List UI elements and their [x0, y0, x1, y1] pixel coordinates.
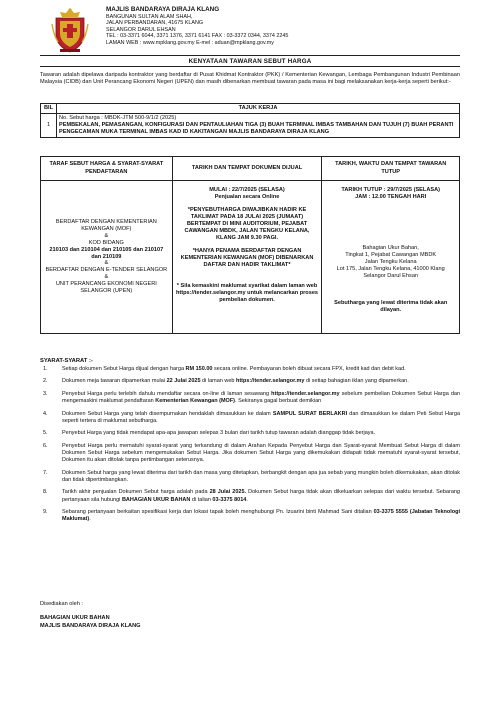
reg-and: & [104, 260, 109, 267]
condition-number: 1. [43, 366, 48, 372]
condition-number: 8. [43, 489, 48, 496]
condition-text-part: Dokumen Sebut harga tidak akan dikeluarkan selepas dari waktu tersebut. Sebarang pertanyaan sila hubungi [62, 489, 460, 503]
signing-department: BAHAGIAN UKUR BAHAN [40, 615, 110, 622]
tel-fax: TEL : 03-3371 6044, 3371 1376, 3371 6141 FAX : 03-3372 0344, 3374 2245 [106, 33, 289, 40]
condition-number: 3. [43, 390, 48, 397]
condition-number: 6. [43, 442, 48, 449]
reg-mof: BERDAFTAR DENGAN KEMENTERIAN KEWANGAN (MOF) [55, 218, 157, 232]
briefing-note: *PENYEBUTHARGA DIWAJIBKAN HADIR KE TAKLIMAT PADA 18 JULAI 2025 (JUMAAT) BERTEMPAT DI MINI AUDITORIUM, PEJABAT CAWANGAN MBDK, JALAN TENGKU KELANA, KLANG JAM 9.30 PAGI. [184, 206, 310, 241]
col-bil: BIL [41, 104, 57, 114]
condition-text-part: Penyebut Harga perlu mematuhi syarat-syarat yang terkandung di dalam Arahan Kepada Penyebut Harga dan Syarat-syarat Membuat Sebut Harga di dalam Dokumen Sebut Harga sebelum mengemukakan Sebut Harga. Jika dokumen Sebut Harga yang dikemukakan didapati tidak mematuhi syarat-syarat tersebut, Dokumen itu akan ditolak tanpa pertimbangan seterusnya. [62, 442, 460, 464]
work-table [40, 103, 460, 138]
reg-and: & [104, 274, 109, 281]
reg-kod-label: KOD BIDANG [88, 239, 124, 246]
header-tawaran-tutup: TARIKH, WAKTU DAN TEMPAT TAWARAN TUTUP [322, 157, 460, 181]
condition-text-part: Sebarang pertanyaan berkaitan spesifikasi kerja dan lokasi tapak boleh menghubungi Pn. Izuarini binti Mahmad Sani ditalian [62, 509, 374, 515]
condition-item [40, 443, 460, 465]
condition-item [40, 411, 460, 426]
condition-text-part: . [89, 516, 91, 523]
condition-text-part: di setiap bahagian iklan yang dipamerkan. [304, 378, 409, 385]
condition-text-part: https://tender.selangor.my [235, 378, 305, 385]
condition-text-part: 03-3375 5555 (Jabatan Teknologi Maklumat) [62, 509, 461, 523]
registration-cell [41, 181, 173, 334]
condition-text-part: Kementerian Kewangan (MOF) [155, 398, 236, 405]
condition-item [40, 391, 460, 406]
condition-text-part: di talian [190, 496, 213, 503]
condition-text-part: Dokumen Sebut Harga yang telah disempurnakan hendaklah dimasukkan ke dalam [62, 410, 273, 417]
condition-text-part: Penyebut Harga yang tidak mendapat apa-apa jawapan selepas 3 bulan dari tarikh tutup tawaran adalah dianggap tidak berjaya. [62, 430, 376, 437]
condition-text [62, 378, 460, 385]
mof-only-note: *HANYA PENAMA BERDAFTAR DENGAN KEMENTERIAN KEWANGAN (MOF) DIBENARKAN DAFTAR DAN HADIR TAKLIMAT* [180, 247, 314, 268]
reg-kod-values: 210103 dan 210104 dan 210105 dan 210107 dan 210109 [49, 246, 164, 260]
header-taraf: TARAF SEBUT HARGA & SYARAT-SYARAT PENDAFTARAN [41, 157, 173, 181]
letterhead [50, 4, 460, 60]
condition-text-part: sebelum pembelian Dokumen Sebut Harga dan mengemaskini maklumat pendaftaran [62, 390, 460, 405]
condition-text-part: secara online. Pembayaran boleh dibuat secara FPX, kredit kad dan debit kad. [212, 366, 406, 372]
notice-title: KENYATAAN TAWARAN SEBUT HARGA [188, 58, 312, 65]
condition-text-part: Tarikh akhir penjualan Dokumen Sebut harga adalah pada [62, 489, 210, 496]
work-title: PEMBEKALAN, PEMASANGAN, KONFIGURASI DAN PENTAULIAHAN TIGA (3) BUAH TERMINAL IMBAS TAMBAHAN DAN TUJUH (7) BUAH PERANTI PENGECAMAN MUKA TERMINAL IMBAS KAD ID KAKITANGAN MAJLIS BANDARAYA DIRAJA KLANG [59, 121, 454, 135]
col-tajuk-kerja: TAJUK KERJA [57, 104, 460, 114]
council-crest-logo [50, 6, 90, 54]
condition-text-part: 03-3375 8014 [212, 496, 247, 503]
condition-text-part: Dokumen Sebut harga yang lewat diterima dari tarikh dan masa yang ditetapkan, berbangkit dengan apa jua sebab yang mungkin boleh dikemukakan, akan ditolak dan tidak dipertimbangkan. [62, 469, 460, 483]
condition-text [62, 391, 460, 406]
prepared-by: Disediakan oleh : [40, 601, 83, 607]
conditions-title: SYARAT-SYARAT :- [40, 358, 93, 364]
condition-item [40, 430, 460, 437]
signature-block [40, 600, 141, 630]
condition-number: 4. [43, 410, 48, 417]
closing-address-line: Lot 175, Jalan Tengku Kelana, 41000 Klang [336, 265, 445, 272]
condition-text [62, 470, 460, 485]
condition-text [62, 366, 460, 373]
condition-text [62, 509, 460, 524]
signing-organisation: MAJLIS BANDARAYA DIRAJA KLANG [40, 623, 141, 630]
header-divider [40, 55, 460, 56]
reg-upen: UNIT PERANCANG EKONOMI NEGERI SELANGOR (UPEN) [55, 281, 157, 295]
work-title-cell [57, 113, 460, 137]
condition-text-part: Penyebut Harga perlu terlebih dahulu mendaftar secara on-line di laman sesawang [62, 390, 272, 397]
condition-item [40, 470, 460, 485]
condition-text-part: RM 150.00 [185, 366, 213, 372]
sale-cell [172, 181, 322, 334]
title-divider [40, 66, 460, 67]
address-line: SELANGOR DARUL EHSAN [106, 26, 176, 33]
detail-table [40, 156, 460, 334]
closing-date: TARIKH TUTUP : 29/7/2025 (SELASA) [341, 187, 440, 193]
condition-item [40, 489, 460, 504]
row-number: 1 [41, 113, 57, 137]
org-name: MAJLIS BANDARAYA DIRAJA KLANG [106, 6, 220, 13]
condition-text-part: dan dimasukkan ke dalam Peti Sebut Harga seperti tertera di maklumat sebutharga. [62, 410, 460, 424]
condition-text [62, 430, 460, 437]
header-dokumen-dijual: TARIKH DAN TEMPAT DOKUMEN DIJUAL [172, 157, 322, 181]
closing-address-line: Bahagian Ukur Bahan, [362, 244, 419, 251]
condition-number: 9. [43, 509, 48, 515]
condition-text-part: . [246, 496, 248, 503]
condition-text-part: di laman web [200, 378, 236, 385]
condition-number: 7. [43, 469, 48, 476]
reg-etender: BERDAFTAR DENGAN E-TENDER SELANGOR [45, 267, 168, 274]
condition-text-part: https://tender.selangor.my [271, 390, 340, 397]
condition-item [40, 509, 460, 524]
intro-paragraph: Tawaran adalah dipelawa daripada kontraktor yang berdaftar di Pusat Khidmat Kontraktor (PKK) / Kementerian Kewangan, Lembaga Pembangunan Industri Pembinaan Malaysia (CIDB) dan Unit Perancang Ekonomi Negeri (UPEN) dan masih dibenarkan membuat tawaran pada masa ini bagi melaksanakan kerja-kerja seperti berikut:- [40, 72, 460, 86]
condition-text-part: 28 Julai 2025. [209, 489, 247, 496]
sale-start-date: MULAI : 22/7/2025 (SELASA) [209, 187, 285, 193]
conditions-list [40, 366, 460, 529]
reg-and: & [104, 232, 109, 239]
condition-text-part: BAHAGIAN UKUR BAHAN [121, 496, 191, 503]
quotation-ref: No. Sebut harga : MBDK-JTM 500-9/1/2 (2025) [59, 114, 177, 121]
closing-address-line: Tingkat 1, Pejabat Cawangan MBDK [345, 251, 437, 258]
condition-text-part: . Sekiranya gagal berbuat demikian [235, 398, 322, 405]
condition-text-part: Setiap dokumen Sebut Harga dijual dengan harga [62, 366, 186, 372]
condition-number: 5. [43, 430, 48, 437]
condition-number: 2. [43, 378, 48, 385]
condition-text-part: Dokumen meja tawaran dipamerkan mulai [62, 378, 167, 385]
closing-time: JAM : 12.00 TENGAH HARI [355, 193, 427, 200]
condition-text [62, 443, 460, 465]
closing-address-line: Selangor Darul Ehsan [363, 272, 419, 279]
closing-cell [322, 181, 460, 334]
condition-item [40, 366, 460, 373]
late-submission-note: Sebutharga yang lewat diterima tidak akan dilayan. [334, 299, 448, 313]
sale-mode: Penjualan secara Online [214, 193, 280, 200]
organisation-details [106, 6, 466, 47]
condition-item [40, 378, 460, 385]
condition-text-part: 22 Julai 2025 [166, 378, 201, 385]
update-info-note: * Sila kemaskini maklumat syarikat dalam laman web https://tender.selangor.my untuk melancarkan proses pembelian dokumen. [175, 282, 319, 303]
address-line: BANGUNAN SULTAN ALAM SHAH, [106, 13, 193, 20]
closing-address-line: Jalan Tengku Kelana [364, 258, 417, 265]
condition-text-part: SAMPUL SURAT BERLAKRI [272, 410, 348, 417]
web-email: LAMAN WEB : www.mpklang.gov.my E-mel : aduan@mpklang.gov.my [106, 40, 274, 47]
condition-text [62, 411, 460, 426]
condition-text [62, 489, 460, 504]
address-line: JALAN PERBANDARAN, 41675 KLANG [106, 20, 204, 27]
